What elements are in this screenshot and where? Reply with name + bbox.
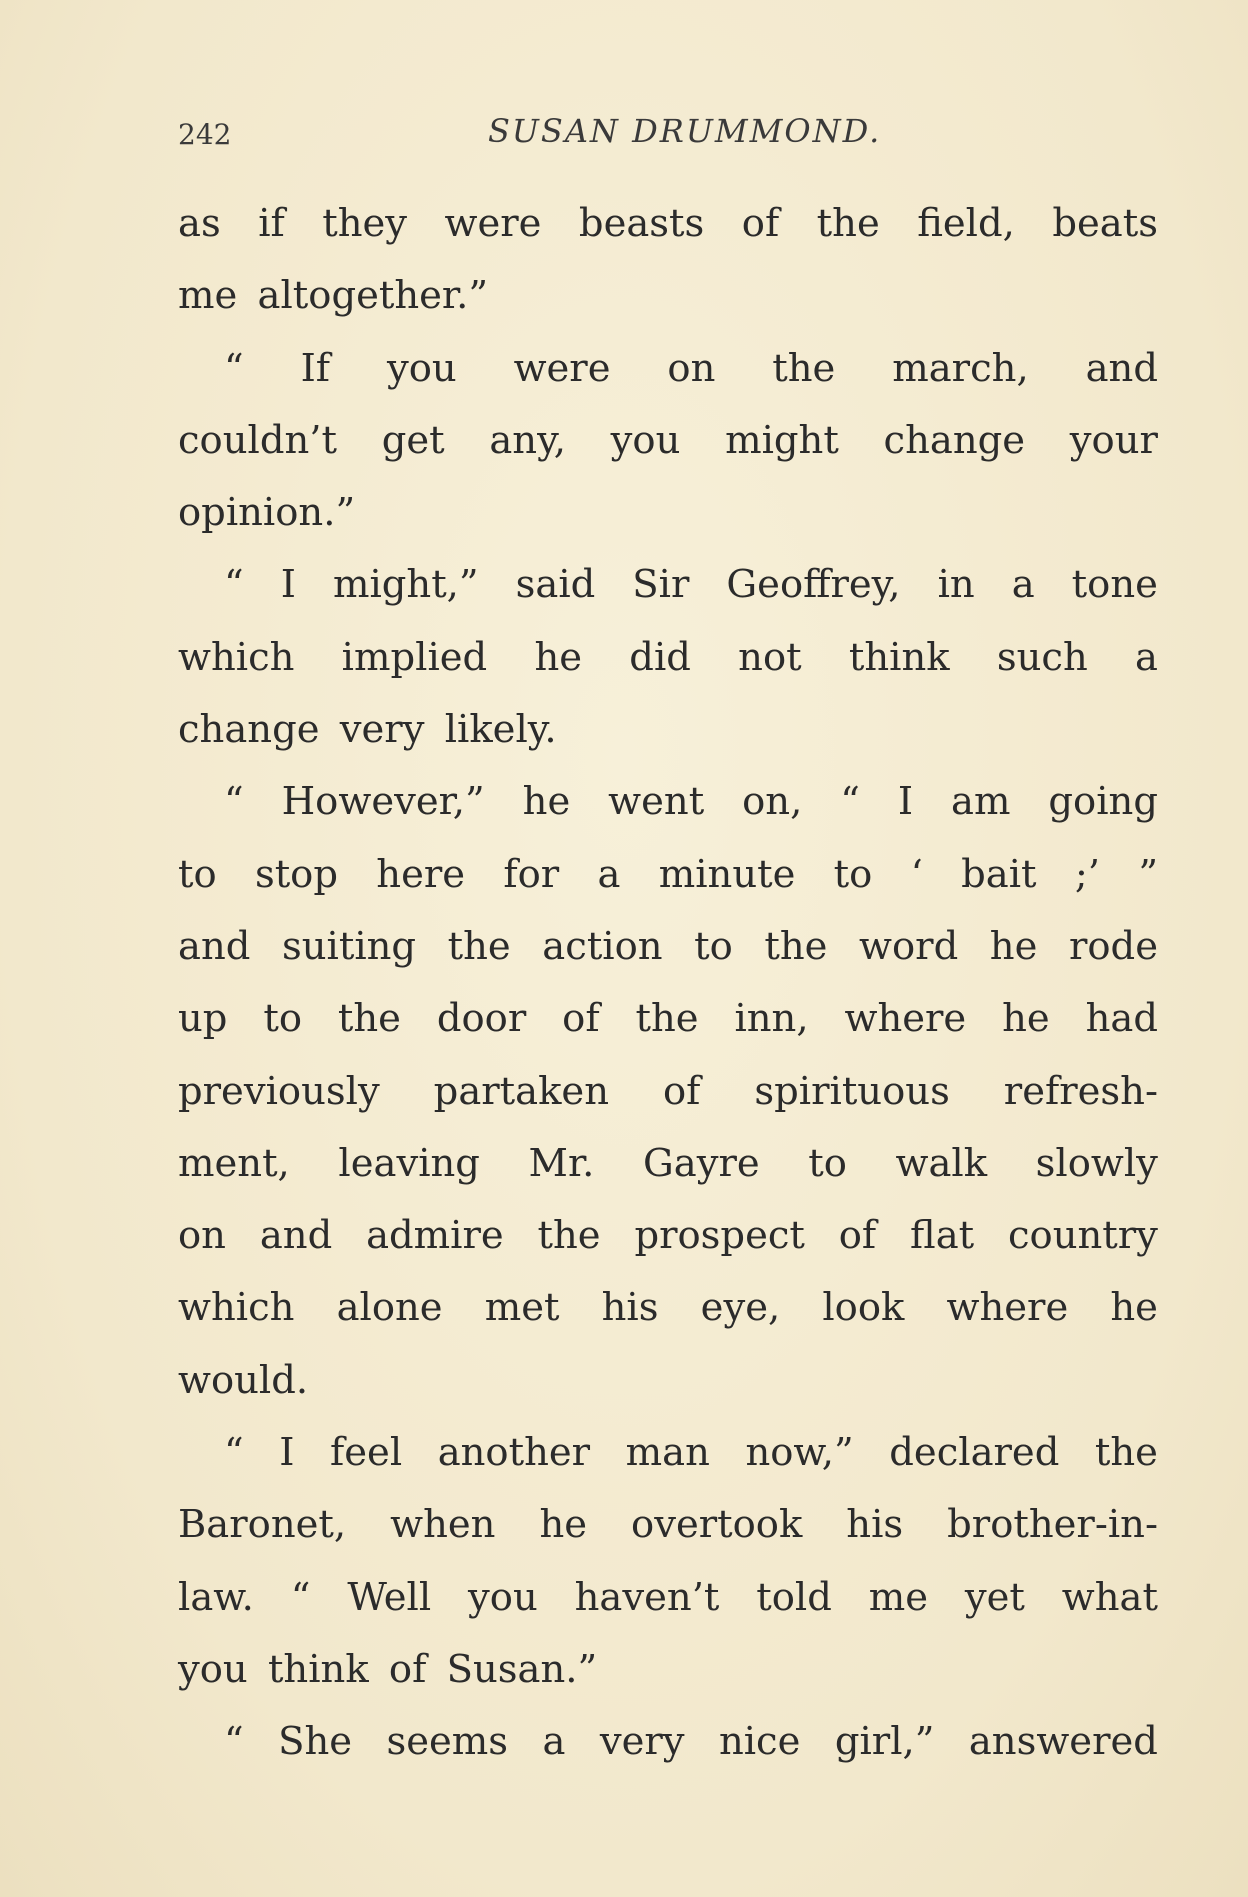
text-line — [178, 1417, 1158, 1489]
word: “ — [224, 1430, 244, 1476]
text-line — [178, 333, 1158, 405]
word: beasts — [578, 201, 705, 246]
word: inn, — [734, 996, 809, 1042]
word: ;’ — [1074, 851, 1101, 897]
word: ‘ — [910, 851, 923, 897]
word: not — [738, 634, 802, 680]
text-line — [178, 839, 1158, 911]
word: your — [1069, 417, 1158, 463]
word: he — [1002, 996, 1050, 1042]
text-line — [178, 405, 1158, 477]
word: Mr. — [528, 1140, 595, 1186]
word: and — [1085, 345, 1158, 391]
word: which — [178, 1285, 295, 1331]
word: partaken — [433, 1068, 610, 1114]
word: beats — [1052, 201, 1158, 246]
word: to — [833, 851, 873, 897]
word: change — [883, 417, 1026, 463]
text-line: me altogether.” — [178, 273, 489, 319]
word: Well — [347, 1574, 432, 1620]
word: of — [662, 1068, 701, 1114]
text-line — [178, 1272, 1158, 1344]
word: answered — [968, 1719, 1158, 1765]
page-number: 242 — [178, 118, 232, 151]
word: prospect — [634, 1213, 805, 1259]
word: “ — [224, 562, 244, 608]
word: get — [381, 417, 445, 463]
word: field, — [917, 201, 1015, 246]
word: were — [513, 345, 611, 391]
word: spirituous — [754, 1068, 950, 1114]
word: when — [390, 1502, 496, 1548]
word: a — [1135, 634, 1158, 680]
word: bait — [961, 851, 1037, 897]
word: of — [562, 996, 600, 1042]
word: his — [846, 1502, 904, 1548]
word: yet — [964, 1574, 1025, 1620]
word: you — [610, 417, 681, 463]
word: he — [539, 1502, 588, 1548]
running-title: SUSAN DRUMMOND. — [488, 112, 882, 150]
word: flat — [910, 1213, 975, 1259]
text-line — [178, 622, 1158, 694]
word: on — [667, 345, 716, 391]
word: now,” — [745, 1430, 854, 1476]
word: any, — [489, 417, 566, 463]
word: If — [300, 345, 331, 391]
word: implied — [341, 634, 488, 680]
word: such — [996, 634, 1088, 680]
word: couldn’t — [178, 417, 338, 463]
word: a — [597, 851, 621, 897]
word: ment, — [178, 1140, 290, 1186]
word: eye, — [700, 1285, 781, 1331]
word: I — [897, 779, 914, 825]
word: which — [178, 634, 295, 680]
word: Sir — [632, 562, 690, 608]
text-line: opinion.” — [178, 490, 356, 536]
word: the — [537, 1213, 601, 1259]
page-header — [178, 112, 1108, 162]
word: a — [1011, 562, 1035, 608]
word: man — [625, 1430, 710, 1476]
word: met — [484, 1285, 560, 1331]
word: girl,” — [834, 1719, 935, 1765]
word: I — [280, 562, 296, 608]
word: seems — [386, 1719, 509, 1765]
word: brother-in- — [947, 1502, 1158, 1548]
text-line — [178, 766, 1158, 838]
word: might,” — [332, 562, 479, 608]
word: previously — [178, 1068, 380, 1114]
word: went — [608, 779, 705, 825]
word: alone — [336, 1285, 443, 1331]
text-line — [178, 1128, 1158, 1200]
word: a — [542, 1719, 566, 1765]
word: “ — [224, 345, 244, 391]
word: feel — [330, 1430, 403, 1476]
word: overtook — [631, 1502, 803, 1548]
word: where — [844, 996, 967, 1042]
word: on, — [742, 779, 803, 825]
word: ” — [1138, 851, 1158, 897]
word: nice — [718, 1719, 801, 1765]
word: as — [178, 201, 221, 246]
text-line — [178, 1489, 1158, 1561]
word: suiting — [281, 923, 417, 969]
word: he — [534, 634, 583, 680]
word: might — [725, 417, 839, 463]
text-line — [178, 549, 1158, 621]
word: look — [822, 1285, 905, 1331]
word: what — [1061, 1574, 1158, 1620]
word: going — [1048, 779, 1158, 825]
word: told — [756, 1574, 832, 1620]
word: to — [178, 851, 217, 897]
word: he — [522, 779, 571, 825]
word: his — [601, 1285, 659, 1331]
word: said — [515, 562, 596, 608]
word: declared — [889, 1430, 1060, 1476]
word: Geoffrey, — [726, 562, 901, 608]
word: “ — [224, 779, 244, 825]
text-line — [178, 911, 1158, 983]
word: However,” — [281, 779, 485, 825]
text-line — [178, 1056, 1158, 1128]
word: the — [772, 345, 836, 391]
word: you — [386, 345, 457, 391]
word: rode — [1068, 923, 1158, 969]
word: stop — [254, 851, 338, 897]
word: walk — [895, 1140, 988, 1186]
word: action — [542, 923, 663, 969]
word: haven’t — [574, 1574, 720, 1620]
word: another — [437, 1430, 591, 1476]
body-text — [178, 188, 1158, 1779]
word: “ — [224, 1719, 244, 1765]
word: the — [1094, 1430, 1158, 1476]
text-line — [178, 1200, 1158, 1272]
text-line — [178, 983, 1158, 1055]
word: and — [178, 923, 251, 969]
word: the — [635, 996, 699, 1042]
word: he — [989, 923, 1038, 969]
word: slowly — [1035, 1140, 1158, 1186]
word: he — [1110, 1285, 1158, 1331]
word: minute — [658, 851, 796, 897]
word: word — [859, 923, 959, 969]
word: to — [694, 923, 733, 969]
word: She — [278, 1719, 353, 1765]
word: the — [764, 923, 828, 969]
word: admire — [366, 1213, 504, 1259]
word: you — [468, 1574, 538, 1620]
word: here — [376, 851, 466, 897]
word: in — [937, 562, 975, 608]
word: I — [279, 1430, 295, 1476]
word: am — [951, 779, 1011, 825]
text-line: would. — [178, 1357, 309, 1403]
word: very — [599, 1719, 685, 1765]
word: did — [629, 634, 691, 680]
word: on — [178, 1213, 226, 1259]
word: leaving — [338, 1140, 480, 1186]
word: of — [838, 1213, 877, 1259]
word: the — [337, 996, 401, 1042]
word: “ — [840, 779, 860, 825]
word: up — [178, 996, 228, 1042]
word: “ — [290, 1574, 311, 1620]
word: Gayre — [642, 1140, 760, 1186]
word: were — [444, 201, 542, 246]
word: the — [816, 201, 880, 246]
word: law. — [178, 1574, 254, 1620]
word: where — [946, 1285, 1069, 1331]
word: door — [436, 996, 527, 1042]
word: they — [322, 201, 408, 246]
word: to — [263, 996, 302, 1042]
text-line: change very likely. — [178, 707, 557, 753]
word: country — [1007, 1213, 1158, 1259]
word: march, — [892, 345, 1029, 391]
word: me — [868, 1574, 929, 1620]
word: if — [258, 201, 285, 246]
text-line: you think of Susan.” — [178, 1646, 598, 1692]
word: tone — [1071, 562, 1158, 608]
word: refresh- — [1003, 1068, 1158, 1114]
word: to — [808, 1140, 847, 1186]
text-line — [178, 1706, 1158, 1778]
text-line — [178, 1562, 1158, 1634]
text-line — [178, 188, 1158, 260]
word: of — [741, 201, 780, 246]
word: think — [848, 634, 950, 680]
word: had — [1085, 996, 1158, 1042]
word: the — [447, 923, 511, 969]
word: for — [503, 851, 560, 897]
word: and — [259, 1213, 333, 1259]
word: Baronet, — [178, 1502, 347, 1548]
